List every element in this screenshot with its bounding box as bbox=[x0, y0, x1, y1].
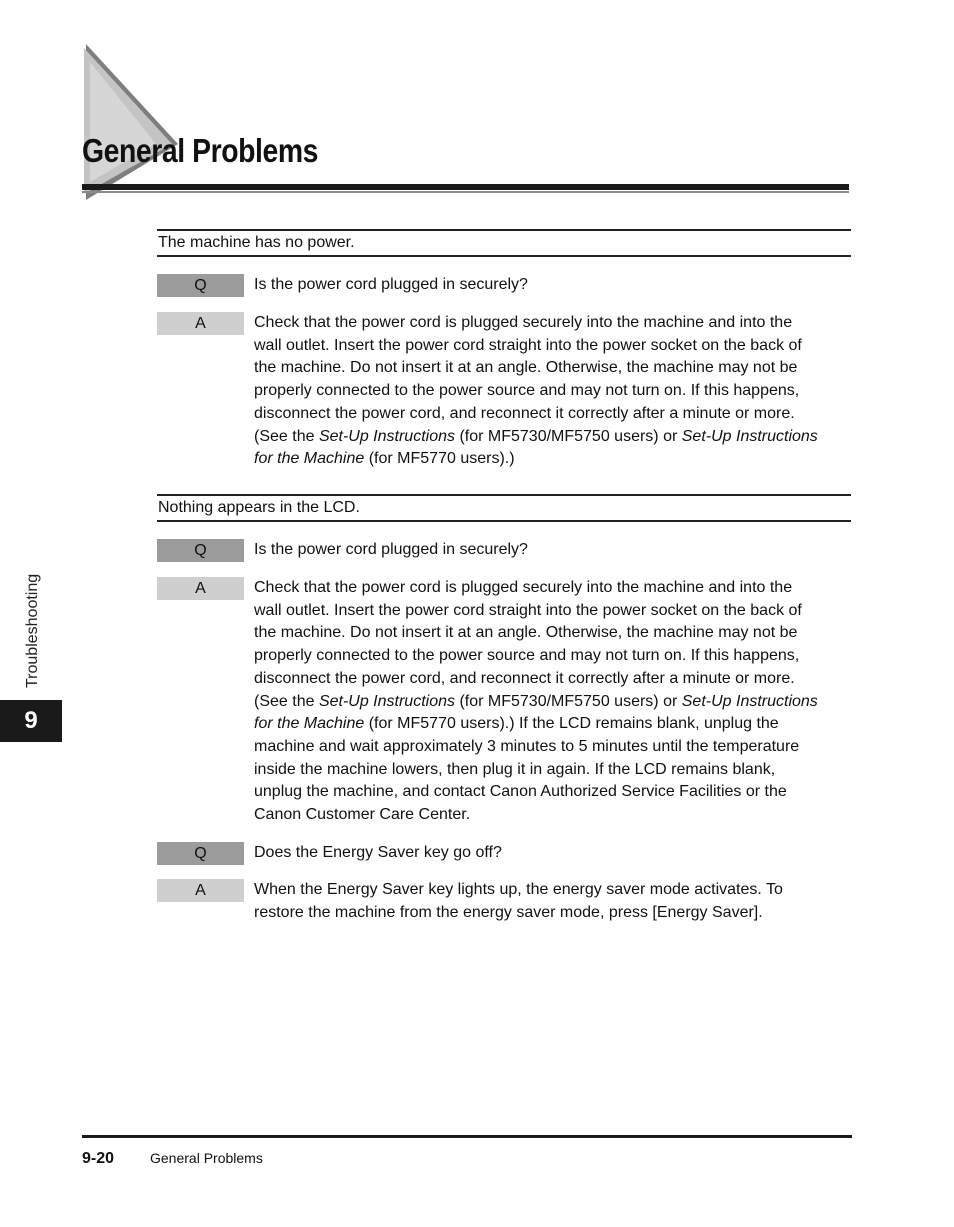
question-label: Q bbox=[157, 539, 244, 562]
chapter-side-label: Troubleshooting bbox=[24, 573, 41, 688]
answer-line: the machine. Do not insert it at an angle. Otherwise, the machine may not be bbox=[254, 359, 798, 377]
ref-text: (for MF5730/MF5750 users) or bbox=[455, 692, 682, 710]
footer-rule bbox=[82, 1135, 852, 1138]
answer-line: the machine. Do not insert it at an angle. Otherwise, the machine may not be bbox=[254, 624, 798, 642]
ref-manual-title: Set-Up Instructions bbox=[318, 692, 455, 710]
ref-manual-title: for the Machine bbox=[254, 450, 365, 468]
answer-line: Canon Customer Care Center. bbox=[254, 806, 471, 824]
chapter-number-tab: 9 bbox=[0, 700, 62, 742]
title-rule bbox=[82, 184, 849, 190]
ref-text: (See the bbox=[254, 427, 319, 445]
problem-heading-lcd-blank: Nothing appears in the LCD. bbox=[157, 494, 851, 522]
ref-text: (See the bbox=[254, 692, 319, 710]
question-text: Does the Energy Saver key go off? bbox=[254, 844, 502, 861]
answer-line: inside the machine lowers, then plug it in again. If the LCD remains blank, bbox=[254, 760, 776, 778]
answer-label: A bbox=[157, 312, 244, 335]
answer-reference bbox=[254, 691, 854, 714]
answer-label: A bbox=[157, 577, 244, 600]
ref-text: (for MF5770 users).) bbox=[364, 450, 515, 468]
answer-line: disconnect the power cord, and reconnect it correctly after a minute or more. bbox=[254, 404, 795, 422]
answer-reference-cont bbox=[254, 713, 854, 736]
ref-manual-title: Set-Up Instructions bbox=[681, 427, 818, 445]
ref-manual-title: for the Machine bbox=[254, 715, 365, 733]
ref-text: (for MF5730/MF5750 users) or bbox=[455, 427, 682, 445]
page-title: General Problems bbox=[82, 132, 319, 169]
answer-line: unplug the machine, and contact Canon Authorized Service Facilities or the bbox=[254, 783, 787, 801]
answer-line: wall outlet. Insert the power cord straight into the power socket on the back of bbox=[254, 601, 802, 619]
ref-manual-title: Set-Up Instructions bbox=[681, 692, 818, 710]
answer-line: Check that the power cord is plugged securely into the machine and into the bbox=[254, 579, 793, 596]
question-label: Q bbox=[157, 274, 244, 297]
answer-text bbox=[254, 879, 854, 924]
answer-line: disconnect the power cord, and reconnect it correctly after a minute or more. bbox=[254, 669, 795, 687]
question-text: Is the power cord plugged in securely? bbox=[254, 276, 528, 293]
ref-manual-title: Set-Up Instructions bbox=[318, 427, 455, 445]
decorative-triangle bbox=[82, 44, 182, 204]
question-label: Q bbox=[157, 842, 244, 865]
answer-line: wall outlet. Insert the power cord straight into the power socket on the back of bbox=[254, 336, 802, 354]
answer-label: A bbox=[157, 879, 244, 902]
ref-text: (for MF5770 users).) If the LCD remains blank, unplug the bbox=[364, 715, 779, 733]
answer-reference bbox=[254, 426, 854, 449]
answer-line: Check that the power cord is plugged securely into the machine and into the bbox=[254, 314, 793, 331]
footer-section-title: General Problems bbox=[150, 1150, 263, 1166]
title-rule-shadow bbox=[82, 191, 849, 193]
answer-reference-cont bbox=[254, 448, 854, 471]
answer-line: restore the machine from the energy saver mode, press [Energy Saver]. bbox=[254, 903, 763, 921]
answer-text bbox=[254, 577, 854, 827]
answer-line: properly connected to the power source and may not turn on. If this happens, bbox=[254, 382, 800, 400]
answer-line: machine and wait approximately 3 minutes to 5 minutes until the temperature bbox=[254, 737, 800, 755]
page-number: 9-20 bbox=[82, 1150, 115, 1167]
answer-line: When the Energy Saver key lights up, the energy saver mode activates. To bbox=[254, 881, 783, 898]
answer-text bbox=[254, 312, 854, 471]
answer-line: properly connected to the power source and may not turn on. If this happens, bbox=[254, 647, 800, 665]
problem-heading-no-power: The machine has no power. bbox=[157, 229, 851, 257]
question-text: Is the power cord plugged in securely? bbox=[254, 541, 528, 558]
